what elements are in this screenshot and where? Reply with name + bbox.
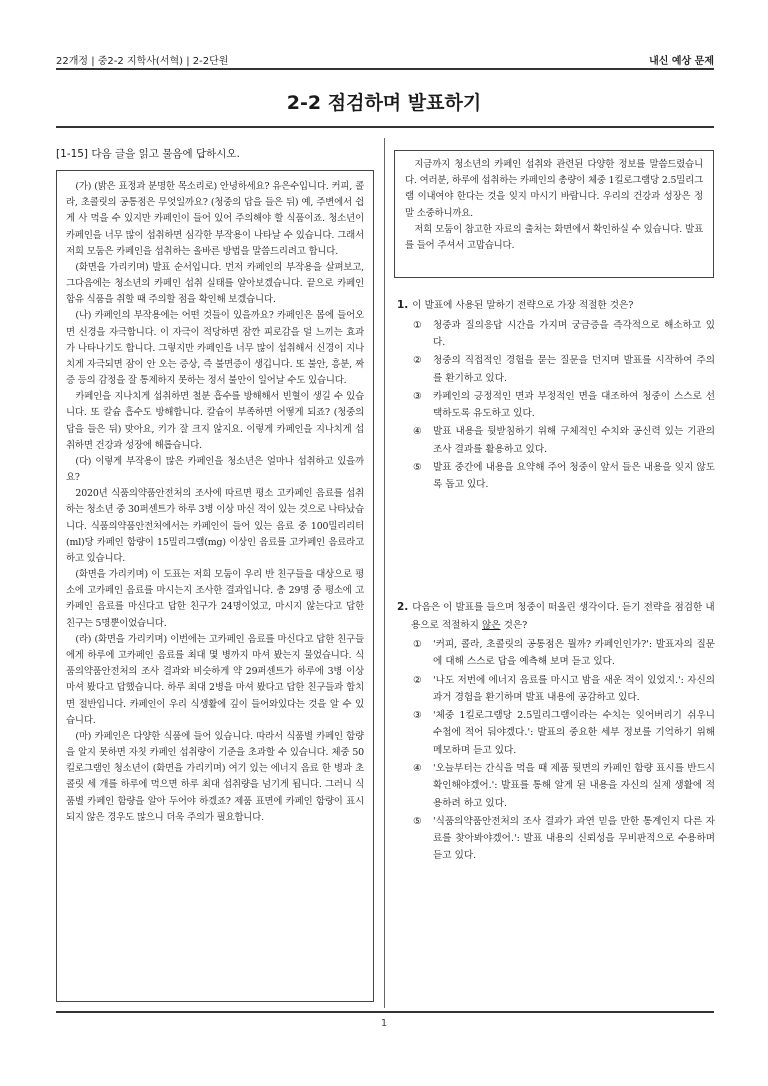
header-divider	[56, 68, 714, 70]
question-number: 1.	[397, 299, 409, 311]
choice-marker: ②	[413, 355, 422, 367]
choice-text: 카페인의 긍정적인 면과 부정적인 면을 대조하여 청중이 스스로 선택하도록 유도하고 있다.	[433, 390, 715, 420]
question-stem	[397, 296, 715, 315]
passage-continuation-box	[394, 150, 714, 278]
choice-text: '커피, 콜라, 초콜릿의 공통점은 뭘까? 카페인인가?': 발표자의 질문에 대해 스스로 답을 예측해 보며 듣고 있다.	[433, 639, 715, 668]
question-number: 2.	[397, 601, 409, 613]
choice-marker: ①	[413, 319, 422, 331]
passage-paragraph: (다) 이렇게 부작용이 많은 카페인을 청소년은 얼마나 섭취하고 있을까요?	[66, 455, 364, 484]
choice-item[interactable]	[413, 423, 715, 458]
choice-marker: ④	[413, 763, 422, 775]
choice-item[interactable]	[413, 352, 715, 387]
question-2	[397, 598, 715, 866]
choice-item[interactable]	[413, 813, 715, 865]
choice-item[interactable]	[413, 459, 715, 494]
choice-list	[397, 636, 715, 864]
choice-item[interactable]	[413, 672, 715, 707]
choice-marker: ⑤	[413, 815, 422, 827]
passage-paragraph: 2020년 식품의약품안전처의 조사에 따르면 평소 고카페인 음료를 섭취하는 청소년 중 30퍼센트가 하루 3병 이상 마신 적이 있는 것으로 나타났습니다. 식품의약품안전처에서는 카페인이 들어 있는 음료 중 100밀리리터(ml)당 카페인 함량이 15밀리그램(mg) 이상인 음료를 고카페인 음료라고 하고 있습니다.	[66, 488, 364, 564]
question-text: 다음은 이 발표를 들으며 청중이 떠올린 생각이다. 듣기 전략을 점검한 내용으로 적절하지	[411, 602, 715, 631]
passage-paragraph: 지금까지 청소년의 카페인 섭취와 관련된 다양한 정보를 말씀드렸습니다. 여러분, 하루에 섭취하는 카페인의 총량이 체중 1킬로그램당 2.5밀리그램 이내여야 한다는 것을 잊지 마시기 바랍니다. 우리의 건강과 성장은 정말 소중하니까요.	[405, 159, 703, 219]
choice-text: 청중과 질의응답 시간을 가지며 궁금증을 즉각적으로 해소하고 있다.	[433, 319, 715, 349]
title-divider	[56, 126, 714, 128]
page-header	[56, 48, 714, 68]
choice-item[interactable]	[413, 707, 715, 759]
header-course-info: 22개정 | 중2-2 지학사(서혁) | 2-2단원	[56, 56, 229, 67]
choice-item[interactable]	[413, 636, 715, 671]
choice-marker: ⑤	[413, 462, 422, 474]
question-stem	[397, 598, 715, 634]
footer-divider	[56, 1011, 714, 1013]
choice-marker: ③	[413, 390, 422, 402]
choice-item[interactable]	[413, 317, 715, 352]
choice-text: '체중 1킬로그램당 2.5밀리그램이라는 수치는 잊어버리기 쉬우니 수첩에 적어 둬야겠다.': 발표의 중요한 세부 정보를 기억하기 위해 메모하며 듣고 있다.	[433, 710, 715, 756]
header-exam-label: 내신 예상 문제	[649, 56, 714, 67]
passage-paragraph: (화면을 가리키며) 이 도표는 저희 모둠이 우리 반 친구들을 대상으로 평소에 고카페인 음료를 마시는지 조사한 결과입니다. 총 29명 중 평소에 고카페인 음료를 마신다고 답한 친구가 24명이었고, 마시지 않는다고 답한 친구는 5명뿐이었습니다.	[66, 569, 364, 629]
passage-paragraph: (마) 카페인은 다양한 식품에 들어 있습니다. 따라서 식품별 카페인 함량을 알지 못하면 자칫 카페인 섭취량이 기준을 초과할 수 있습니다. 체중 50킬로그램인 청소년이 (화면을 가리키며) 여기 있는 에너지 음료 한 병과 초콜릿 세 개를 하루에 먹으면 하루 최대 섭취량을 넘기게 됩니다. 그러니 식품별 카페인 함량을 알아 두어야 하겠죠? 제품 표면에 카페인 함량이 표시되지 않은 경우도 많으니 더욱 주의가 필요합니다.	[66, 730, 364, 823]
passage-paragraph: 저희 모둠이 참고한 자료의 출처는 화면에서 확인하실 수 있습니다. 발표를 들어 주셔서 고맙습니다.	[405, 223, 703, 251]
choice-marker: ②	[413, 674, 422, 686]
choice-text: '식품의약품안전처의 조사 결과가 과연 믿을 만한 통계인지 다른 자료를 찾아봐야겠어.': 발표 내용의 신뢰성을 무비판적으로 수용하며 듣고 있다.	[433, 815, 715, 862]
choice-text: 청중의 직접적인 경험을 묻는 질문을 던지며 발표를 시작하여 주의를 환기하고 있다.	[433, 355, 715, 384]
passage-box	[56, 170, 374, 1002]
column-divider	[384, 138, 385, 1008]
choice-text: '오늘부터는 간식을 먹을 때 제품 뒷면의 카페인 함량 표시를 반드시 확인해야겠어.': 발표를 통해 알게 된 내용을 자신의 실제 생활에 적용하려 하고 있다.	[433, 763, 715, 809]
choice-list	[397, 317, 715, 494]
question-emphasis: 않은	[481, 619, 501, 631]
page-title: 2-2 점검하며 발표하기	[286, 92, 482, 114]
question-text: 이 발표에 사용된 말하기 전략으로 가장 적절한 것은?	[412, 300, 634, 311]
passage-paragraph: 카페인을 지나치게 섭취하면 철분 흡수를 방해해서 빈혈이 생길 수 있습니다. 또 칼슘 흡수도 방해합니다. 칼슘이 부족하면 어떻게 되죠? (청중의 답을 들은 뒤) 맞아요, 키가 잘 크지 않지요. 이렇게 카페인을 지나치게 섭취하면 건강과 성장에 해롭습니다.	[66, 391, 364, 451]
instruction: [1-15] 다음 글을 읽고 물음에 답하시오.	[56, 148, 240, 160]
passage-paragraph: (나) 카페인의 부작용에는 어떤 것들이 있을까요? 카페인은 몸에 들어오면 신경을 자극합니다. 이 자극이 적당하면 잠깐 피로감을 덜 느끼는 효과가 나타나기도 합니다. 그렇지만 카페인을 너무 많이 섭취해서 신경이 지나치게 자극되면 잠이 안 오는 증상, 즉 불면증이 생깁니다. 또 불안, 흥분, 짜증 등의 감정을 잘 통제하지 못하는 정서 불안이 일어날 수도 있습니다.	[66, 310, 364, 387]
passage-paragraph: (라) (화면을 가리키며) 이번에는 고카페인 음료를 마신다고 답한 친구들에게 하루에 고카페인 음료를 최대 몇 병까지 마셔 봤는지 물었습니다. 식품의약품안전처의 조사 결과와 비슷하게 약 29퍼센트가 하루에 3병 이상 마셔 봤다고 답했습니다. 하루 최대 2병을 마셔 봤다고 답한 친구들과 합치면 절반입니다. 카페인이 우리 식생활에 깊이 들어와있다는 것을 알 수 있습니다.	[66, 633, 364, 726]
choice-item[interactable]	[413, 760, 715, 812]
choice-marker: ①	[413, 639, 422, 651]
question-1	[397, 296, 715, 495]
choice-text: 발표 내용을 뒷받침하기 위해 구체적인 수치와 공신력 있는 기관의 조사 결과를 활용하고 있다.	[433, 426, 715, 455]
choice-marker: ③	[413, 710, 422, 722]
passage-paragraph: (화면을 가리키며) 발표 순서입니다. 먼저 카페인의 부작용을 살펴보고, 그다음에는 청소년의 카페인 섭취 실태를 알아보겠습니다. 끝으로 카페인 함유 식품을 취할 때 주의할 점을 확인해 보겠습니다.	[66, 261, 364, 306]
choice-text: '나도 저번에 에너지 음료를 마시고 밤을 새운 적이 있었지.': 자신의 과거 경험을 환기하며 발표 내용에 공감하고 있다.	[433, 674, 715, 703]
choice-item[interactable]	[413, 388, 715, 423]
passage-paragraph: (가) (밝은 표정과 분명한 목소리로) 안녕하세요? 유은수입니다. 커피, 콜라, 초콜릿의 공통점은 무엇일까요? (청중의 답을 들은 뒤) 예, 주변에서 쉽게 사 먹을 수 있지만 카페인이 들어 있어 주의해야 할 식품이죠. 청소년이 카페인을 너무 많이 섭취하면 심각한 부작용이 나타날 수 있습니다. 그래서 저희 모둠은 카페인을 섭취하는 올바른 방법을 말씀드리려고 합니다.	[66, 181, 364, 257]
page-number: 1	[380, 1018, 388, 1029]
choice-marker: ④	[413, 426, 422, 438]
choice-text: 발표 중간에 내용을 요약해 주어 청중이 앞서 들은 내용을 잊지 않도록 돕고 있다.	[433, 462, 715, 491]
question-text-end: 것은?	[500, 619, 528, 631]
